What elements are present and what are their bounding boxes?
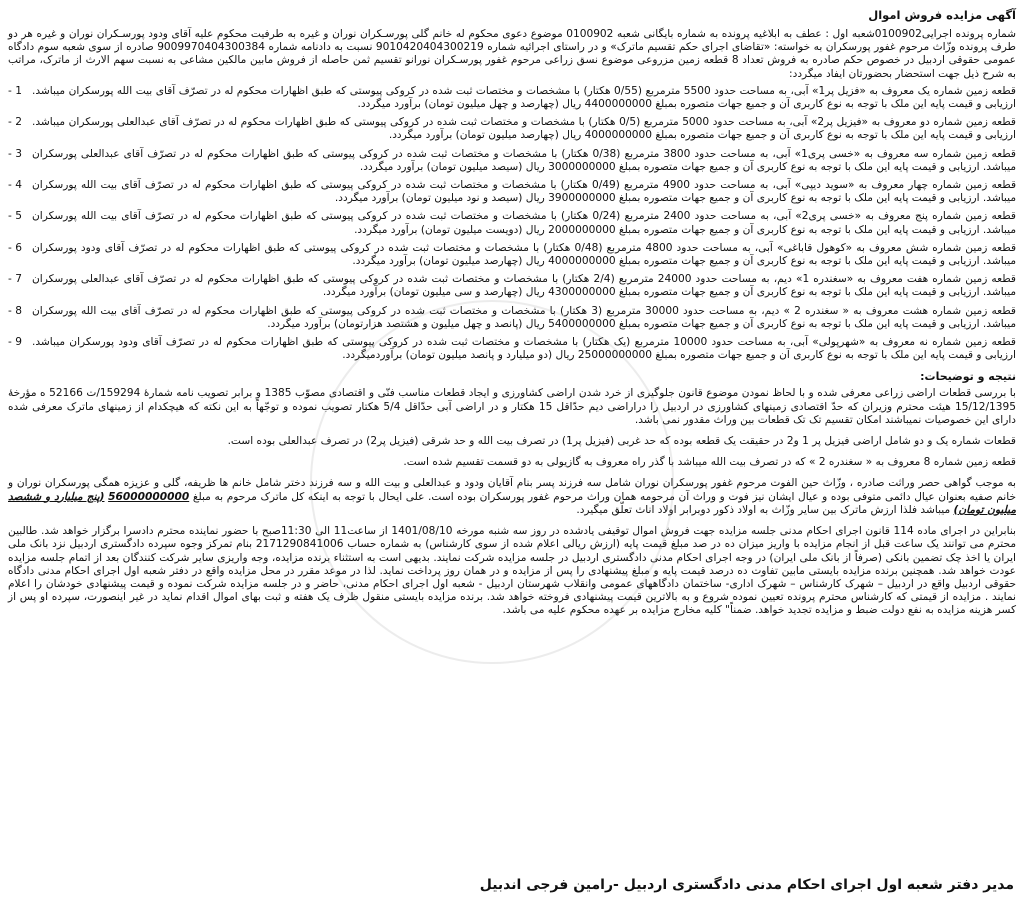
notice-title: آگهی مزایده فروش اموال [868, 8, 1016, 22]
parcel-text: قطعه زمین شماره شش معروف به «کوهول قاباغی» آبی، به مساحت حدود 4800 مترمربع (0/48 هکتار) با مشخصات و مختصات ثبت شده در کروکی پیوستی که طبق اظهارات محکوم له در تصرّف آقای ودود پورسکران میباشد. ارزیابی و قیمت پایه این ملک با توجه به نوع کاربری آن و جمیع جهات متصوره بمبلغ 4000000000 ریال (چهارصد میلیون تومان) برآورد میگردد. [32, 241, 1017, 268]
parcel-text: قطعه زمین شماره چهار معروف به «سوید دیپی» آبی، به مساحت حدود 4900 مترمربع (0/49 هکتار) با مشخصات و مختصات ثبت شده در کروکی پیوستی که طبق اظهارات محکوم له در تصرّف آقای بیت الله پورسکران میباشد. ارزیابی و قیمت پایه این ملک با توجه به نوع کاربری آن و جمیع جهات متصوره بمبلغ 3900000000 ریال (سیصد و نود میلیون تومان) برآورد میگردد. [32, 179, 1017, 205]
parcel-number: 4 - [8, 179, 22, 192]
intro-paragraph: شماره پرونده اجرایی0100902شعبه اول : عطف به ابلاغیه پرونده به شماره بایگانی شعبه 0100902 موضوع دعوی محکوم له خانم گلی پورسـکران نوران و غیره به طرفیت محکوم علیه آقای ودود پورسـکران نوران و غیره هر دو طرف پرونده وزّاث مرحوم غفور پورسکران به خواسته: «تقاضای اجرای حکم تقسیم ماترک» و در راستای اجرائیه شماره 9010420404300219 نسبت به دادنامه شماره 9009970404300384 صادره از سوی شعبه سوم دادگاه عمومی حقوقی اردبیل در خصوص حکم صادره به فروش تعداد 8 قطعه زمین مزروعی موضوع نسق زراعی مرحوم غفور پورسـکران نورانو تقسیم ثمن حاصله از فروش مابین مالکین مشاعی به نسبت سهم الارث از ماترک، مراتب به شرح ذیل جهت استحضار بحضورتان ایفاد میگردد: [8, 28, 1016, 80]
parcel-number: 7 - [8, 273, 22, 286]
parcel-item [8, 210, 1016, 236]
parcel-number: 9 - [8, 336, 22, 349]
auction-paragraph: بنابراین در اجرای ماده 114 قانون اجرای احکام مدنی جلسه مزایده جهت فروش اموال توقیفی یادشده در روز سه شنبه مورخه 1401/08/10 از ساعت11 الی 11:30صبح با حضور نماینده محترم دادسرا برگزار خواهد شد. طالبین محترم می توانند یک ساعت قبل از انجام مزایده با واریز میزان ده در صد مبلغ قیمت پایه (ارزش ریالی اعلام شده از سوی کارشناس) به شماره حساب 2171290841006 بنام تمرکز وجوه سپرده دادگستری اردبیل نزد بانک ملی ایران یا اخذ چک تضمین بانکی (صرفاً از بانک ملی ایران) در وجه اجرای احکام مدنی دادگستری اردبیل در جلسه مزایده شرکت نمایند. بدیهی است به استثناء برنده مزایده، وجه واریزی سایر شرکت کنندگان بعد از اتمام جلسه مزایده عودت خواهد شد. همچنین برنده مزایده بایستی مابین تفاوت ده درصد قیمت پایه و مبلغ پیشنهادی را پس از مزایده و در همان روز پرداخت نماید. لذا در موعد مقرر در محل مزایده واقع در دفتر شعبه اول اجرای احکام مدنی دادگاه حقوقی اردبیل واقع در اردبیل – شهرک کارشناس – شهرک اداری- ساختمان دادگاههای عمومی وانقلاب شهرستان اردبیل - شعبه اول اجرای احکام مدنی، حاضر و در جلسه مزایده شرکت نموده و قیمت پیشنهادی خودشان را اعلام نمایند . مزایده از قیمتی که کارشناس محترم پرونده تعیین نموده شروع و به بالاترین قیمت پیشنهادی فروخته خواهد شد. برنده مزایده بایستی منقول ظرف یک هفته و ثبت بهای اموال اقدام نماید در غیر اینصورت، سپرده او پس از کسر هزینه مزایده به نفع دولت ضبط و مزایده تجدید خواهد. ضمناً" کلیه مخارج مزایده بر عهده محکوم علیه می باشد. [8, 525, 1016, 617]
parcel-item [8, 148, 1016, 174]
parcel-8-note: قطعه زمین شماره 8 معروف به « سغندره 2 » که در تصرف بیت الله میباشد با گذر راه معروف به گازیولی به دو قسمت تقسیم شده است. [403, 456, 1016, 469]
parcel-number: 1 - [8, 84, 22, 97]
parcel-text: قطعه زمین شماره نه معروف به «شهرپولی» آبی، به مساحت حدود 10000 مترمربع (یک هکتار) با مشخصات و مختصات ثبت شده در کروکی پیوستی که طبق اظهارات محکوم له در تصرّف آقای ودود پورسکران میباشد. ارزیابی و قیمت پایه این ملک با توجه به نوع کاربری آن و جمیع جهات متصوره بمبلغ 25000000000 ریال (دو میلیارد و پانصد میلیون تومان) برآوردمیگردد. [32, 336, 1016, 362]
section-title: نتیجه و توضیحات: [920, 370, 1016, 384]
parcel-text: قطعه زمین شماره هفت معروف به «سغندره 1» دیم، به مساحت حدود 24000 مترمربع (2/4 هکتار) با مشخصات و مختصات ثبت شده در کروکی پیوستی که طبق اظهارات محکوم له در تصرّف آقای عبدالعلی پورسکران میباشد. ارزیابی و قیمت پایه این ملک با توجه به نوع کاربری آن و جمیع جهات متصوره بمبلغ 4300000000 ریال (چهارصد و سی میلیون تومان) برآورد میگردد. [32, 273, 1016, 299]
total-amount: 56000000000 [108, 490, 190, 503]
parcel-number: 2 - [8, 116, 22, 129]
watermark-seal [310, 300, 674, 664]
parcel-number: 6 - [8, 241, 22, 254]
parcels-1-2-note: قطعات شماره یک و دو شامل اراضی فیزیل پر 1 و2 در حقیقت یک قطعه بوده که حد غربی (فیزیل پر1) در تصرف بیت الله و حد شرقی (فیزیل پر2) در تصرف عبدالعلی بوده است. [227, 435, 1016, 448]
parcel-text: قطعه زمین شماره دو معروف به «فیزیل پر2» آبی، به مساحت حدود 5000 مترمربع (0/5 هکتار) با مشخصات و مختصات ثبت شده در کروکی پیوستی که طبق اظهارات محکوم له در تصرّف آقای عبدالعلی پورسکران میباشد. ارزیابی و قیمت پایه این ملک با توجه به نوع کاربری آن و جمیع جهات متصوره بمبلغ 4000000000 ریال (چهارصد میلیون تومان) برآورد میگردد. [32, 116, 1016, 142]
parcel-item [8, 242, 1016, 268]
total-amount-words: (پنج میلیارد و ششصد میلیون تومان) [8, 490, 1016, 516]
heirs-text: به موجب گواهی حصر وراثت صادره ، وزّاث حین الفوت مرحوم غفور پورسکران نوران شامل سه فرزند پسر بنام آقایان ودود و عبدالعلی و بیت الله و سه فرزند دختر شامل خانم ها ظریفه، گلی و عزیزه همگی پورسکران نوران و خانم صفیه بعنوان عیال دائمی متوفی بوده و عیال ایشان نیز فوت و وراث آن مرحومه همان وراث مرحوم غفور پورسکران بوده است. علی ایحال با توجه به اینکه کل ماترک مرحوم به مبلغ [8, 477, 1016, 503]
parcel-item [8, 273, 1016, 299]
parcel-number: 8 - [8, 304, 22, 317]
parcel-item [8, 179, 1016, 205]
parcel-number: 5 - [8, 210, 22, 223]
parcel-item [8, 116, 1016, 142]
parcel-text: قطعه زمین شماره هشت معروف به « سغندره 2 » دیم، به مساحت حدود 30000 مترمربع (3 هکتار) با مشخصات و مختصات ثبت شده در کروکی پیوستی که طبق اظهارات محکوم له در تصرّف آقای بیت الله پورسکران میباشد. ارزیابی و قیمت پایه این ملک با توجه به نوع کاربری آن و جمیع جهات متصوره بمبلغ 5400000000 ریال (پانصد و چهل میلیون و هشتصد هزارتومان) برآورد میگردد. [32, 304, 1016, 330]
parcel-number: 3 - [8, 147, 22, 160]
heirs-tail: میباشد فلذا ارزش ماترک بین سایر وزّاث به اولاد ذکور دوبرابر اولاد اناث تعلّق میگیرد. [576, 503, 951, 516]
parcel-text: قطعه زمین شماره پنج معروف به «خسی پری2» آبی، به مساحت حدود 2400 مترمربع (0/24 هکتار) با مشخصات و مختصات ثبت شده در کروکی پیوستی که طبق اظهارات محکوم له در تصرّف آقای بیت الله پورسکران میباشد. ارزیابی و قیمت پایه این ملک با توجه به نوع کاربری آن و جمیع جهات متصوره بمبلغ 2000000000 ریال (دویست میلیون تومان) برآورد میگردد. [32, 210, 1016, 236]
parcel-text: قطعه زمین شماره یک معروف به «فزیل پر1» آبی، به مساحت حدود 5500 مترمربع (0/55 هکتار) با مشخصات و مختصات ثبت شده در کروکی پیوستی که طبق اظهارات محکوم له در تصرّف آقای بیت الله پورسکران میباشد. ارزیابی و قیمت پایه این ملک با توجه به نوع کاربری آن و جمیع جهات متصوره بمبلغ 4400000000 ریال (چهارصد و چهل میلیون تومان) برآورد میگردد. [32, 84, 1016, 111]
parcel-text: قطعه زمین شماره سه معروف به «خسی پری1» آبی، به مساحت حدود 3800 مترمربع (0/38 هکتار) با مشخصات و مختصات ثبت شده در کروکی پیوستی که طبق اظهارات محکوم له در تصرّف آقای عبدالعلی پورسکران میباشد. ارزیابی و قیمت پایه این ملک با توجه به نوع کاربری آن و جمیع جهات متصوره بمبلغ 3000000000 ریال (سیصد میلیون تومان) برآورد میگردد. [32, 147, 1016, 173]
parcel-item [8, 85, 1016, 111]
result-paragraph: با بررسی قطعات اراضی زراعی معرفی شده و با لحاظ نمودن موضوع قانون جلوگیری از خرد شدن اراضی کشاورزی و ایجاد قطعات مناسب فنّی و اقتصادی مصوّب 1385 و برابر تصویب نامه شمارهٔ 159294/ت 52166 ه مؤرخهٔ 15/12/1395 هیئت محترم وزیران که حدّ اقتصادی زمینهای کشاورزی در اردبیل را دراراضی دیم حدّاقل 15 هکتار و در اراضی آبی حدّاقل 5/4 هکتار تصویب نموده و توجّهاً به این نکته که هیچکدام از زمینهای ماترک معرفی شده دارای این خصوصیات نمیباشند امکان تقسیم تک تک قطعات بین وراث مقدور نمی باشد. [8, 387, 1017, 426]
signature: مدیر دفتر شعبه اول اجرای احکام مدنی دادگستری اردبیل -رامین فرجی اندبیل [479, 877, 1014, 893]
